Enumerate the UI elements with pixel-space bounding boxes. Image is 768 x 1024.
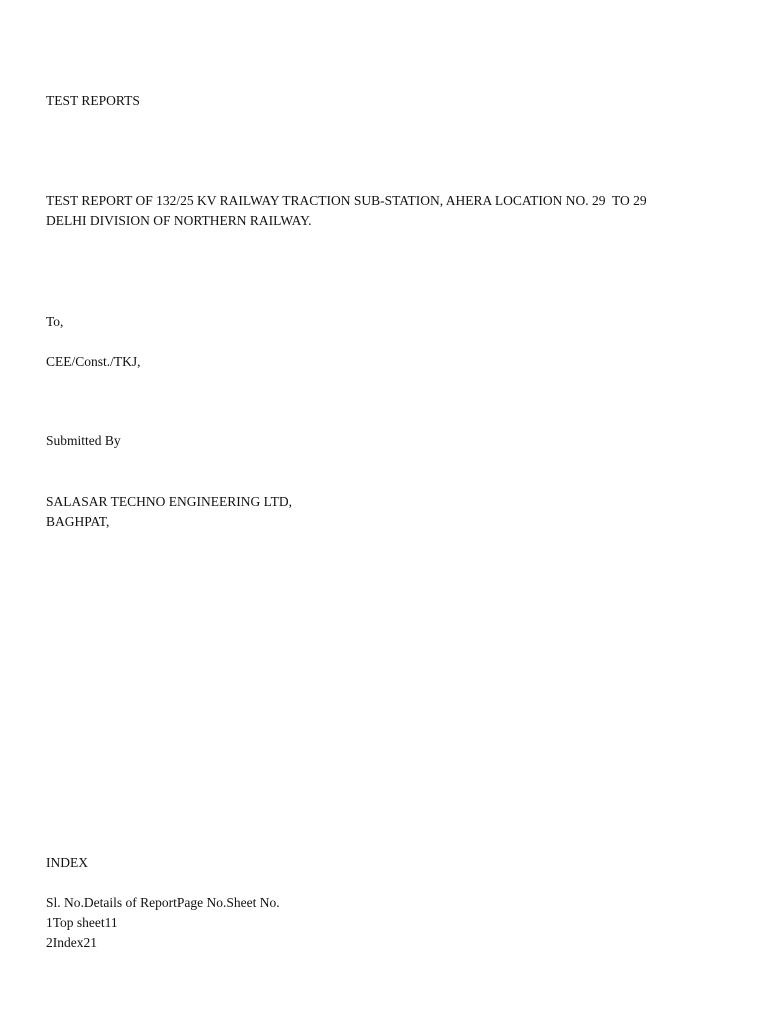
company-name: SALASAR TECHNO ENGINEERING LTD, (46, 494, 292, 509)
index-heading: INDEX (46, 855, 88, 870)
submitted-by-label: Submitted By (46, 433, 121, 448)
index-row: 2Index21 (46, 935, 97, 950)
to-label: To, (46, 314, 64, 329)
index-row: 1Top sheet11 (46, 915, 118, 930)
company-location: BAGHPAT, (46, 514, 110, 529)
index-header-row: Sl. No.Details of ReportPage No.Sheet No. (46, 895, 280, 910)
recipient: CEE/Const./TKJ, (46, 354, 141, 369)
report-heading: TEST REPORTS (46, 93, 140, 108)
report-title-line-2: DELHI DIVISION OF NORTHERN RAILWAY. (46, 213, 312, 228)
report-title-line-1: TEST REPORT OF 132/25 KV RAILWAY TRACTION SUB-STATION, AHERA LOCATION NO. 29 TO 29 (46, 193, 647, 208)
